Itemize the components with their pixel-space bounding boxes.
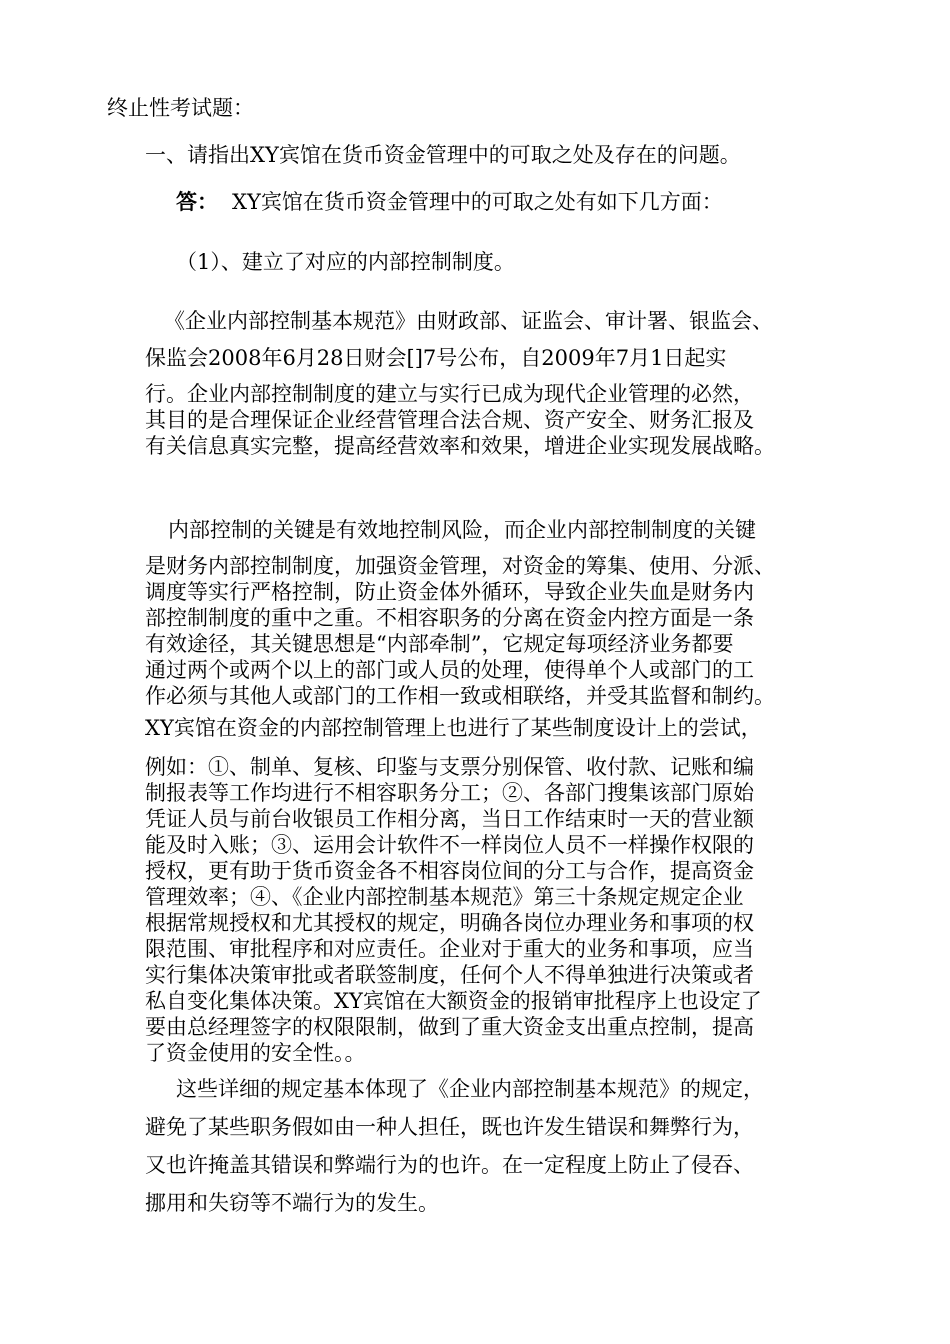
- para3-line: 能及时入账；③、运用会计软件不一样岗位人员不一样操作权限的: [145, 833, 754, 857]
- document-heading: 终止性考试题：: [107, 96, 254, 120]
- para3-line: XY宾馆在资金的内部控制管理上也进行了某些制度设计上的尝试，: [145, 716, 762, 740]
- para3-line: 例如：①、制单、复核、印鉴与支票分别保管、收付款、记账和编: [145, 755, 754, 779]
- para3-line: 限范围、审批程序和对应责任。企业对于重大的业务和事项，应当: [145, 937, 754, 961]
- answer-label: 答：: [176, 189, 218, 214]
- answer-intro: XY宾馆在货币资金管理中的可取之处有如下几方面：: [232, 190, 723, 214]
- para4-line: 挪用和失窃等不端行为的发生。: [145, 1191, 439, 1215]
- para4-line: 又也许掩盖其错误和弊端行为的也许。在一定程度上防止了侵吞、: [145, 1153, 754, 1177]
- para4-line: 避免了某些职务假如由一种人担任，既也许发生错误和舞弊行为，: [145, 1115, 754, 1139]
- para4-line: 这些详细的规定基本体现了《企业内部控制基本规范》的规定，: [176, 1077, 764, 1101]
- question-1: 一、请指出XY宾馆在货币资金管理中的可取之处及存在的问题。: [145, 143, 741, 167]
- para2-line: 通过两个或两个以上的部门或人员的处理，使得单个人或部门的工: [145, 658, 754, 682]
- para2-line: 调度等实行严格控制，防止资金体外循环，导致企业失血是财务内: [145, 580, 754, 604]
- para3-line: 授权，更有助于货币资金各不相容岗位间的分工与合作，提高资金: [145, 859, 754, 883]
- para3-line: 了资金使用的安全性。。: [145, 1041, 366, 1065]
- para3-line: 凭证人员与前台收银员工作相分离，当日工作结束时一天的营业额: [145, 807, 754, 831]
- para2-line: 内部控制的关键是有效地控制风险，而企业内部控制制度的关键: [168, 518, 756, 542]
- para1-line: 有关信息真实完整，提高经营效率和效果，增进企业实现发展战略。: [145, 434, 775, 458]
- para1-line: 行。企业内部控制制度的建立与实行已成为现代企业管理的必然，: [145, 382, 754, 406]
- para3-line: 管理效率；④、《企业内部控制基本规范》第三十条规定规定企业: [145, 885, 744, 909]
- para3-line: 根据常规授权和尤其授权的规定，明确各岗位办理业务和事项的权: [145, 911, 754, 935]
- para3-line: 要由总经理签字的权限限制，做到了重大资金支出重点控制，提高: [145, 1015, 754, 1039]
- para2-line: 是财务内部控制制度，加强资金管理，对资金的筹集、使用、分派、: [145, 554, 775, 578]
- para2-line: 部控制制度的重中之重。不相容职务的分离在资金内控方面是一条: [145, 606, 754, 630]
- para1-line: 其目的是合理保证企业经营管理合法合规、资产安全、财务汇报及: [145, 408, 754, 432]
- para2-line: 作必须与其他人或部门的工作相一致或相联络，并受其监督和制约。: [145, 684, 775, 708]
- para3-line: 实行集体决策审批或者联签制度，任何个人不得单独进行决策或者: [145, 963, 754, 987]
- para2-line: 有效途径，其关键思想是“内部牵制”，它规定每项经济业务都要: [145, 632, 734, 656]
- point-1: （1）、建立了对应的内部控制制度。: [176, 250, 515, 274]
- para1-line: 《企业内部控制基本规范》由财政部、证监会、审计署、银监会、: [164, 309, 773, 333]
- para1-line: 保监会2008年6月28日财会[]7号公布，自2009年7月1日起实: [145, 346, 727, 370]
- para3-line: 制报表等工作均进行不相容职务分工；②、各部门搜集该部门原始: [145, 781, 754, 805]
- para3-line: 私自变化集体决策。XY宾馆在大额资金的报销审批程序上也设定了: [145, 989, 762, 1013]
